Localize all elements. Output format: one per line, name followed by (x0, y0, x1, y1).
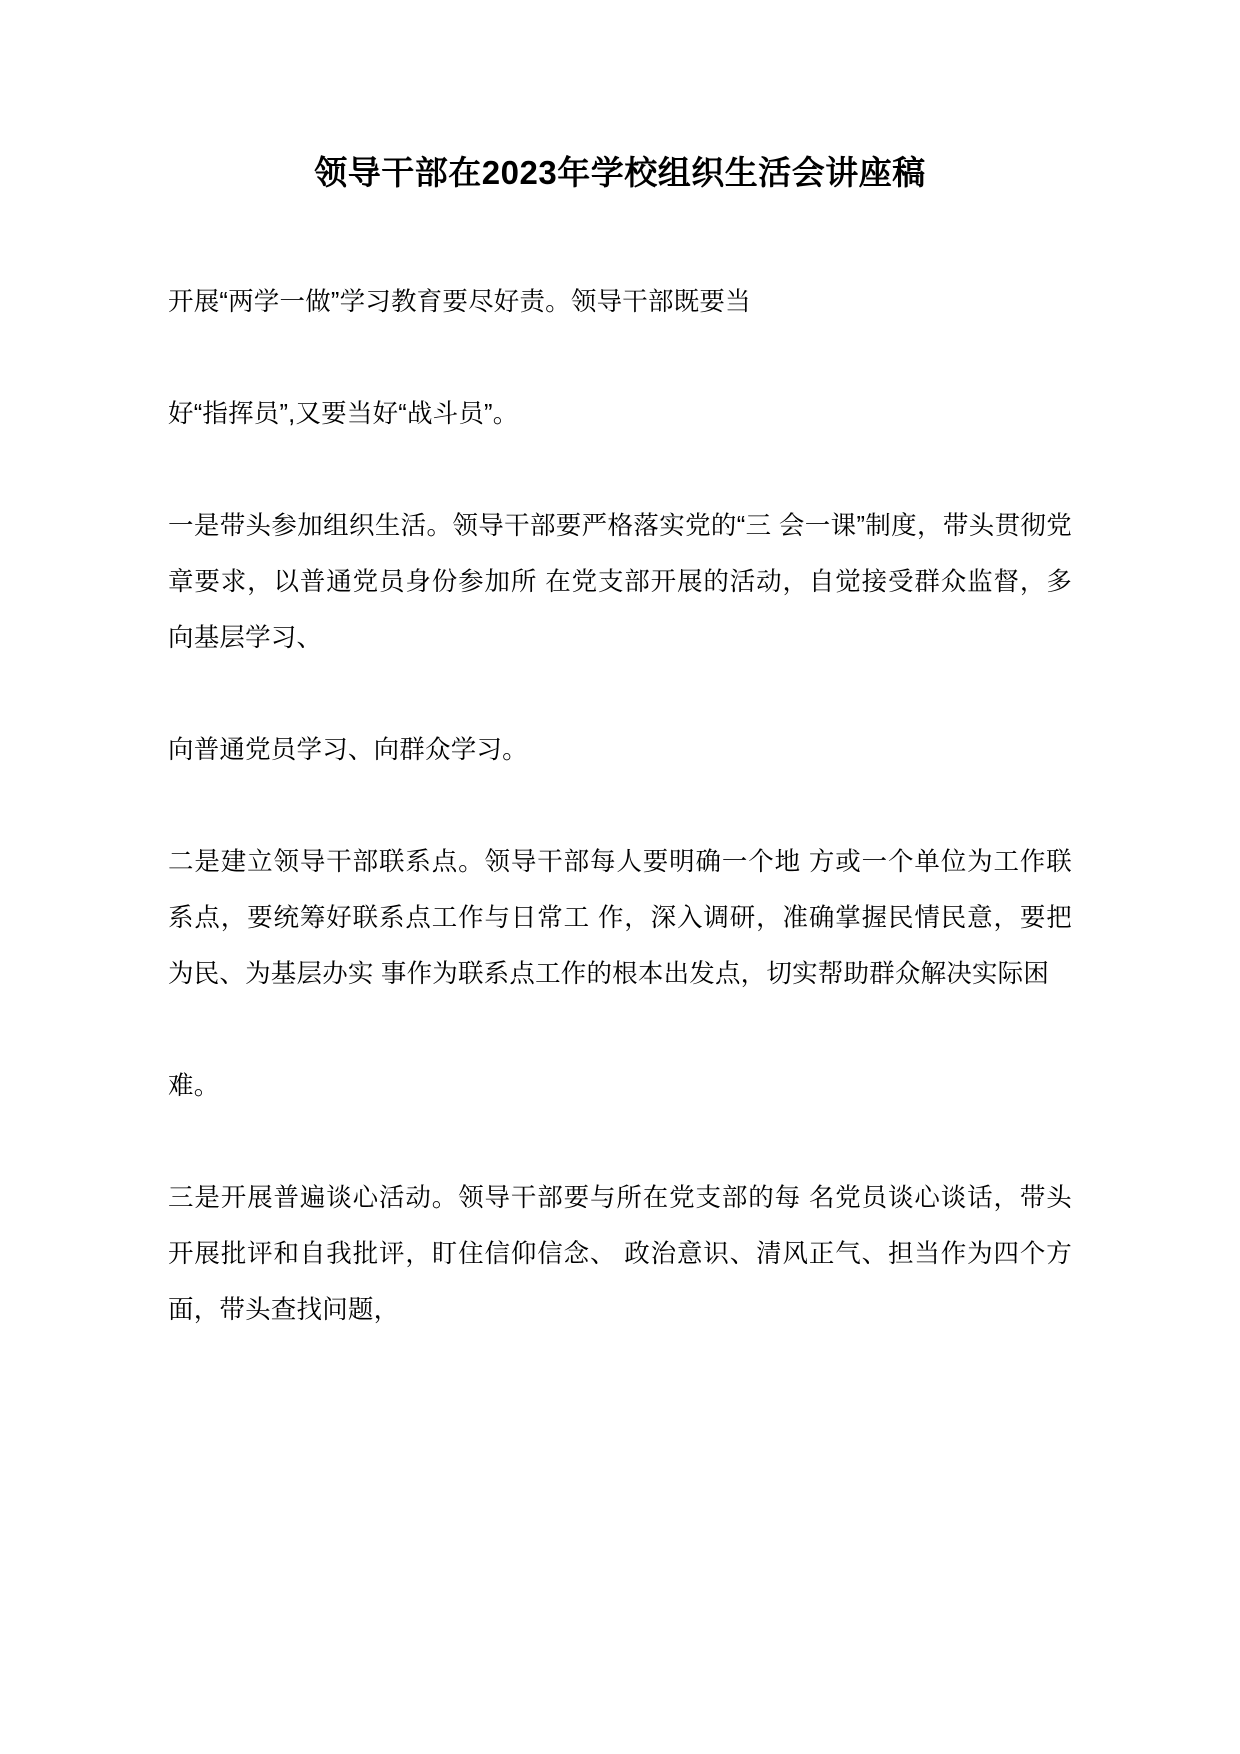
paragraph-7: 三是开展普遍谈心活动。领导干部要与所在党支部的每 名党员谈心谈话，带头开展批评和自我批评，盯住信仰信念、 政治意识、清风正气、担当作为四个方面，带头查找问题， (168, 1184, 1072, 1325)
paragraph-3: 一是带头参加组织生活。领导干部要严格落实党的“三 会一课”制度，带头贯彻党章要求，以普通党员身份参加所 在党支部开展的活动，自觉接受群众监督，多向基层学习、 (168, 512, 1072, 653)
paragraph-2: 好“指挥员”,又要当好“战斗员”。 (168, 400, 519, 429)
page-title: 领导干部在2023年学校组织生活会讲座稿 (314, 154, 926, 191)
paragraph-5: 二是建立领导干部联系点。领导干部每人要明确一个地 方或一个单位为工作联系点，要统筹好联系点工作与日常工 作，深入调研，准确掌握民情民意，要把为民、为基层办实 事作为联系点工作的根本出发点，切实帮助群众解决实际困 (168, 848, 1072, 989)
paragraph-6: 难。 (168, 1072, 220, 1101)
paragraph-4: 向普通党员学习、向群众学习。 (168, 736, 528, 765)
paragraph-1: 开展“两学一做”学习教育要尽好责。领导干部既要当 (168, 288, 751, 317)
